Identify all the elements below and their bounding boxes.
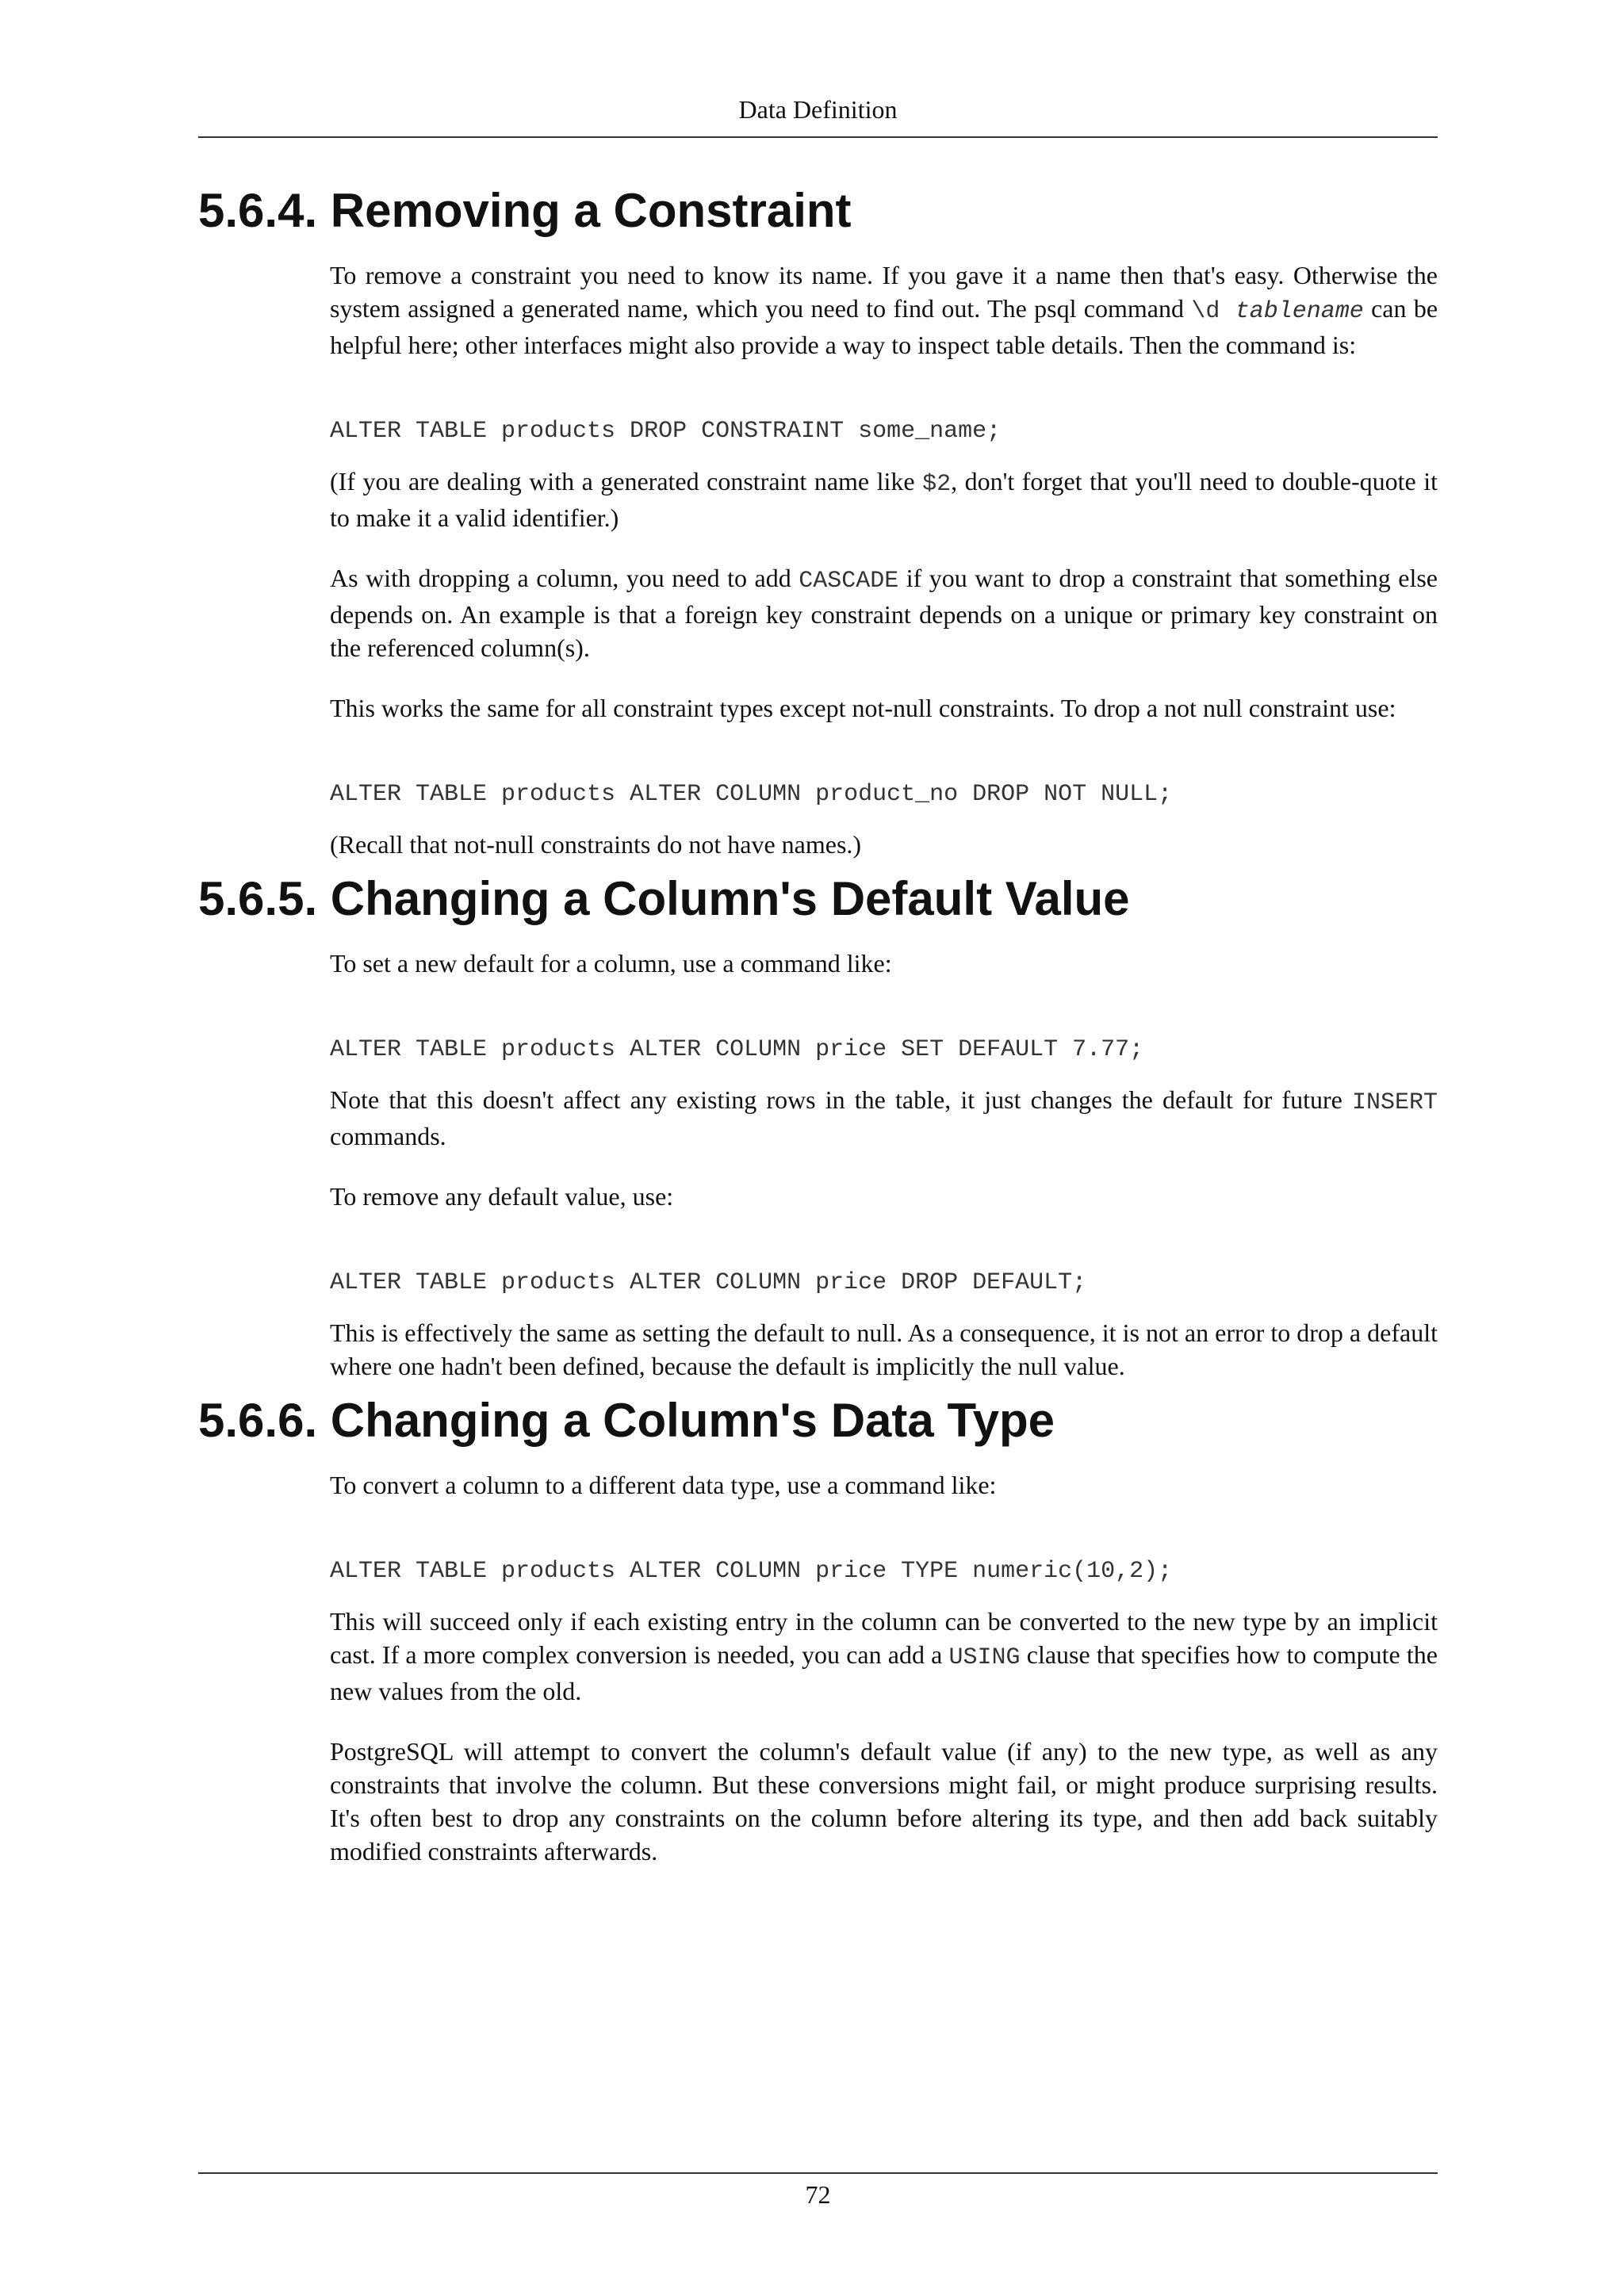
- section-title-changing-default: 5.6.5. Changing a Column's Default Value: [198, 872, 1130, 925]
- paragraph: PostgreSQL will attempt to convert the column's default value (if any) to the new type, as well as any constraints that involve the column. But these conversions might fail, or might produce surprising results. It's often best to drop any constraints on the column before altering its type, and then add back suitably modified constraints afterwards.: [330, 1737, 1438, 1866]
- inline-replaceable: tablename: [1235, 298, 1364, 325]
- running-header: Data Definition: [738, 95, 898, 124]
- paragraph-text: This will succeed only if each existing entry in the column can be converted to the new type by an implicit cast. If a more complex conversion is needed, you can add a: [330, 1607, 1438, 1669]
- paragraph-text: clause that specifies how to compute the new values from the old.: [330, 1640, 1438, 1705]
- paragraph-text: To remove a constraint you need to know its name. If you gave it a name then that's easy. Otherwise the system assigned a generated name, which you need to find out. The psql command: [330, 261, 1438, 323]
- paragraph-text: if you want to drop a constraint that something else depends on. An example is that a foreign key constraint depends on a unique or primary key constraint on the referenced column(s).: [330, 564, 1438, 662]
- paragraph-text: Note that this doesn't affect any existing rows in the table, it just changes the default for future: [330, 1085, 1352, 1114]
- inline-code: INSERT: [1351, 1089, 1438, 1116]
- paragraph-text: (If you are dealing with a generated constraint name like: [330, 467, 923, 496]
- page-content: [198, 182, 1438, 1868]
- header-rule: [198, 136, 1438, 138]
- section-title-removing-constraint: 5.6.4. Removing a Constraint: [198, 184, 852, 237]
- inline-code: USING: [948, 1644, 1021, 1671]
- paragraph-text: can be helpful here; other interfaces might also provide a way to inspect table details. Then the command is:: [330, 294, 1438, 359]
- code-block: ALTER TABLE products ALTER COLUMN product_no DROP NOT NULL;: [330, 781, 1173, 808]
- code-block: ALTER TABLE products ALTER COLUMN price DROP DEFAULT;: [330, 1269, 1087, 1296]
- inline-code: CASCADE: [799, 568, 899, 595]
- paragraph: To remove any default value, use:: [330, 1182, 674, 1211]
- footer-rule: [198, 2172, 1438, 2174]
- paragraph-text: , don't forget that you'll need to double-quote it to make it a valid identifier.): [330, 467, 1438, 532]
- section-title-changing-data-type: 5.6.6. Changing a Column's Data Type: [198, 1394, 1055, 1447]
- section-body-removing-constraint: [330, 258, 1438, 861]
- code-block: ALTER TABLE products ALTER COLUMN price SET DEFAULT 7.77;: [330, 1036, 1144, 1063]
- inline-code: $2: [922, 471, 952, 498]
- section-body-changing-data-type: [330, 1468, 1438, 1868]
- paragraph: This is effectively the same as setting the default to null. As a consequence, it is not an error to drop a default where one hadn't been defined, because the default is implicitly the null value.: [330, 1318, 1438, 1380]
- paragraph: [330, 1605, 1438, 1708]
- paragraph: [330, 561, 1438, 664]
- inline-code: \d: [1191, 298, 1235, 325]
- paragraph: To convert a column to a different data type, use a command like:: [330, 1471, 997, 1499]
- code-block: ALTER TABLE products ALTER COLUMN price TYPE numeric(10,2);: [330, 1558, 1173, 1585]
- paragraph: (Recall that not-null constraints do not have names.): [330, 830, 862, 859]
- paragraph-text: As with dropping a column, you need to add: [330, 564, 799, 592]
- paragraph: [330, 465, 1438, 534]
- paragraph: [330, 1083, 1438, 1153]
- paragraph: This works the same for all constraint types except not-null constraints. To drop a not null constraint use:: [330, 694, 1396, 722]
- paragraph: To set a new default for a column, use a command like:: [330, 949, 892, 978]
- page-number: 72: [805, 2180, 831, 2209]
- paragraph: [330, 258, 1438, 362]
- section-body-changing-default: [330, 947, 1438, 1383]
- paragraph-text: commands.: [330, 1122, 446, 1150]
- code-block: ALTER TABLE products DROP CONSTRAINT some_name;: [330, 418, 1002, 445]
